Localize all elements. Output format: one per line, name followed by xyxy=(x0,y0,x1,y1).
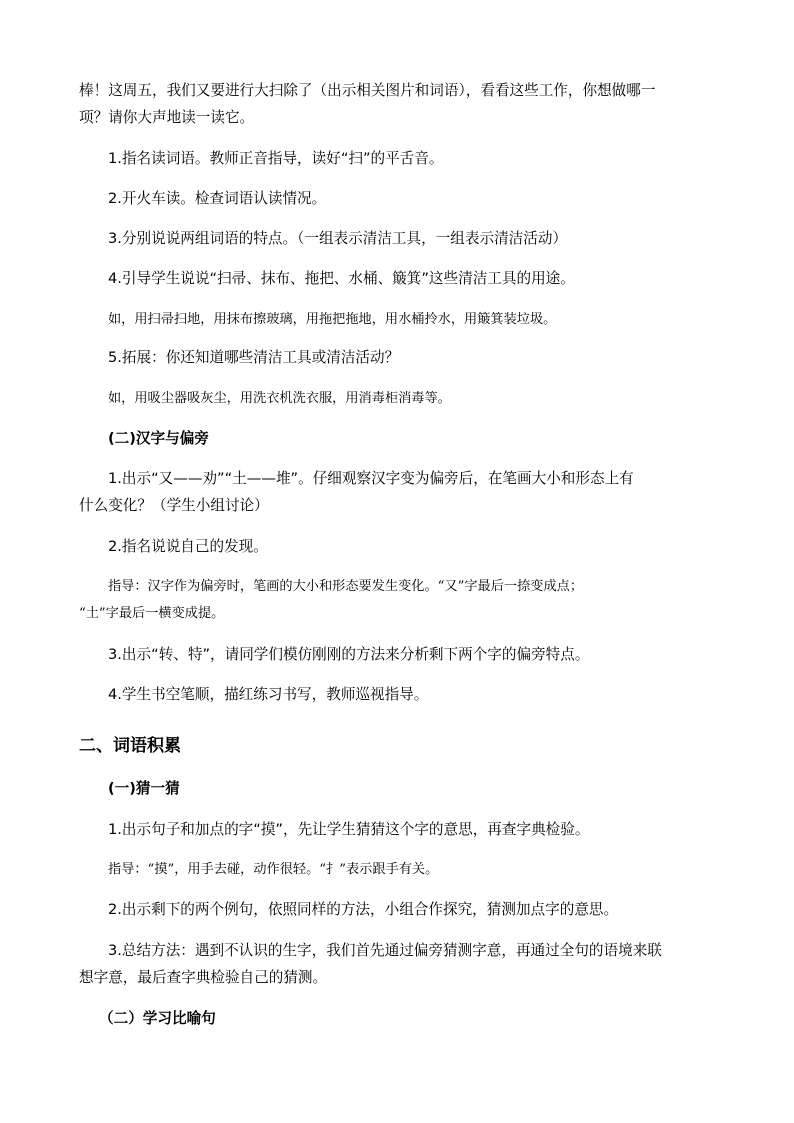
list-item: 2.出示剩下的两个例句，依照同样的方法，小组合作探究，猜测加点字的意思。 xyxy=(108,901,619,918)
list-item: 2.指名说说自己的发现。 xyxy=(108,538,268,555)
example-line: 如，用吸尘器吸灰尘，用洗衣机洗衣服，用消毒柜消毒等。 xyxy=(108,391,451,406)
paragraph-line: 棒！这周五，我们又要进行大扫除了（出示相关图片和词语），看看这些工作，你想做哪一 xyxy=(79,82,656,99)
list-item: 1.出示“又——劝”“土——堆”。仔细观察汉字变为偏旁后，在笔画大小和形态上有 xyxy=(108,470,634,487)
list-item: 3.分别说说两组词语的特点。（一组表示清洁工具，一组表示清洁活动） xyxy=(108,230,568,247)
guidance-line: 指导：汉字作为偏旁时，笔画的大小和形态要发生变化。“又”字最后一捺变成点； xyxy=(108,579,584,594)
list-item: 5.拓展：你还知道哪些清洁工具或清洁活动？ xyxy=(108,349,400,366)
list-item: 4.学生书空笔顺，描红练习书写，教师巡视指导。 xyxy=(108,686,429,703)
section-subheading: （二）学习比喻句 xyxy=(99,1010,216,1027)
list-item: 3.总结方法：遇到不认识的生字，我们首先通过偏旁猜测字意，再通过全句的语境来联 xyxy=(108,942,662,959)
section-heading: 二、词语积累 xyxy=(79,736,181,756)
list-item: 1.出示句子和加点的字“摸”，先让学生猜猜这个字的意思，再查字典检验。 xyxy=(108,821,590,838)
paragraph-line: 想字意，最后查字典检验自己的猜测。 xyxy=(79,969,328,986)
list-item: 2.开火车读。检查词语认读情况。 xyxy=(108,190,327,207)
paragraph-line: 项？请你大声地读一读它。 xyxy=(79,109,255,126)
guidance-line: “土”字最后一横变成提。 xyxy=(79,606,225,621)
section-subheading: (二)汉字与偏旁 xyxy=(108,430,209,447)
paragraph-line: 什么变化？（学生小组讨论） xyxy=(79,497,269,514)
guidance-line: 指导：“摸”，用手去碰，动作很轻。“扌”表示跟手有关。 xyxy=(108,862,439,877)
list-item: 1.指名读词语。教师正音指导，读好“扫”的平舌音。 xyxy=(108,150,444,167)
list-item: 4.引导学生说说“扫帚、抹布、拖把、水桶、簸箕”这些清洁工具的用途。 xyxy=(108,270,575,287)
list-item: 3.出示“转、特”，请同学们模仿刚刚的方法来分析剩下两个字的偏旁特点。 xyxy=(108,646,590,663)
example-line: 如，用扫帚扫地，用抹布擦玻璃，用拖把拖地，用水桶拎水，用簸箕装垃圾。 xyxy=(108,312,557,327)
section-subheading: (一)猜一猜 xyxy=(108,780,180,797)
